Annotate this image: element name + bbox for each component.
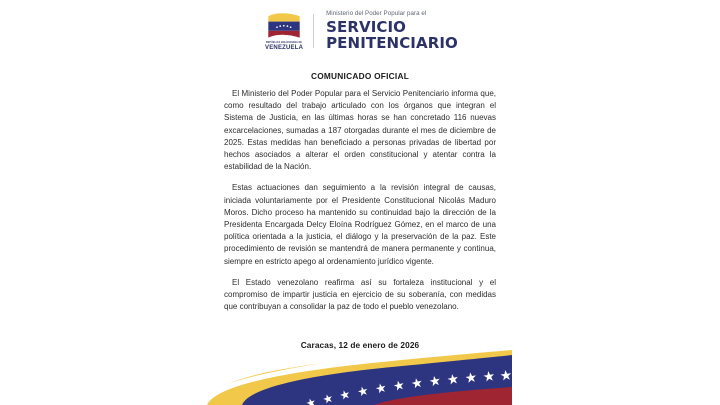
emblem-country-label: VENEZUELA <box>265 45 304 51</box>
communique-body <box>224 88 496 313</box>
venezuela-flag-emblem-icon <box>262 10 306 52</box>
page-title: COMUNICADO OFICIAL <box>310 71 410 81</box>
brand-line-penitenciario: PENITENCIARIO <box>326 33 458 52</box>
paragraph-2: Estas actuaciones dan seguimiento a la revisión integral de causas, iniciada voluntariamente por el Presidente Constitucional Nicolás Maduro Moros. Dicho proceso ha mantenido su continuidad bajo la dirección de la Presidenta Encargada Delcy Eloína Rodríguez Gómez, en el marco de una política orientada a la justicia, el diálogo y la preservación de la paz. Este procedimiento de revisión se mantendrá de manera permanente y continua, siempre en estricto apego al ordenamiento jurídico vigente. <box>224 183 496 266</box>
logo-divider <box>313 14 314 48</box>
ministry-logo-lockup <box>262 10 458 52</box>
dateline: Caracas, 12 de enero de 2026 <box>300 340 420 350</box>
paragraph-3: El Estado venezolano reafirma así su fortaleza institucional y el compromiso de impartir justicia en ejercicio de su soberanía, con medidas que contribuyan a consolidar la paz de todo el pueblo venezolano. <box>224 277 496 312</box>
ministry-prefix-label: Ministerio del Poder Popular para el <box>326 10 427 18</box>
paragraph-1: El Ministerio del Poder Popular para el Servicio Penitenciario informa que, como resultado del trabajo articulado con los órganos que integran el Sistema de Justicia, en las últimas horas se han concretado 116 nuevas excarcelaciones, sumadas a 187 otorgadas durante el mes de diciembre de 2025. Estas medidas han beneficiado a personas privadas de libertad por hechos asociados a alterar el orden constitucional y atentar contra la estabilidad de la Nación. <box>224 89 496 172</box>
ministry-name-block <box>321 11 458 51</box>
brand-line-servicio: SERVICIO <box>326 17 407 36</box>
document-header <box>0 10 720 52</box>
venezuela-flag-wave-icon <box>0 343 720 405</box>
emblem-caption <box>262 42 306 51</box>
emblem-republic-label: REPÚBLICA BOLIVARIANA DE <box>266 42 303 45</box>
